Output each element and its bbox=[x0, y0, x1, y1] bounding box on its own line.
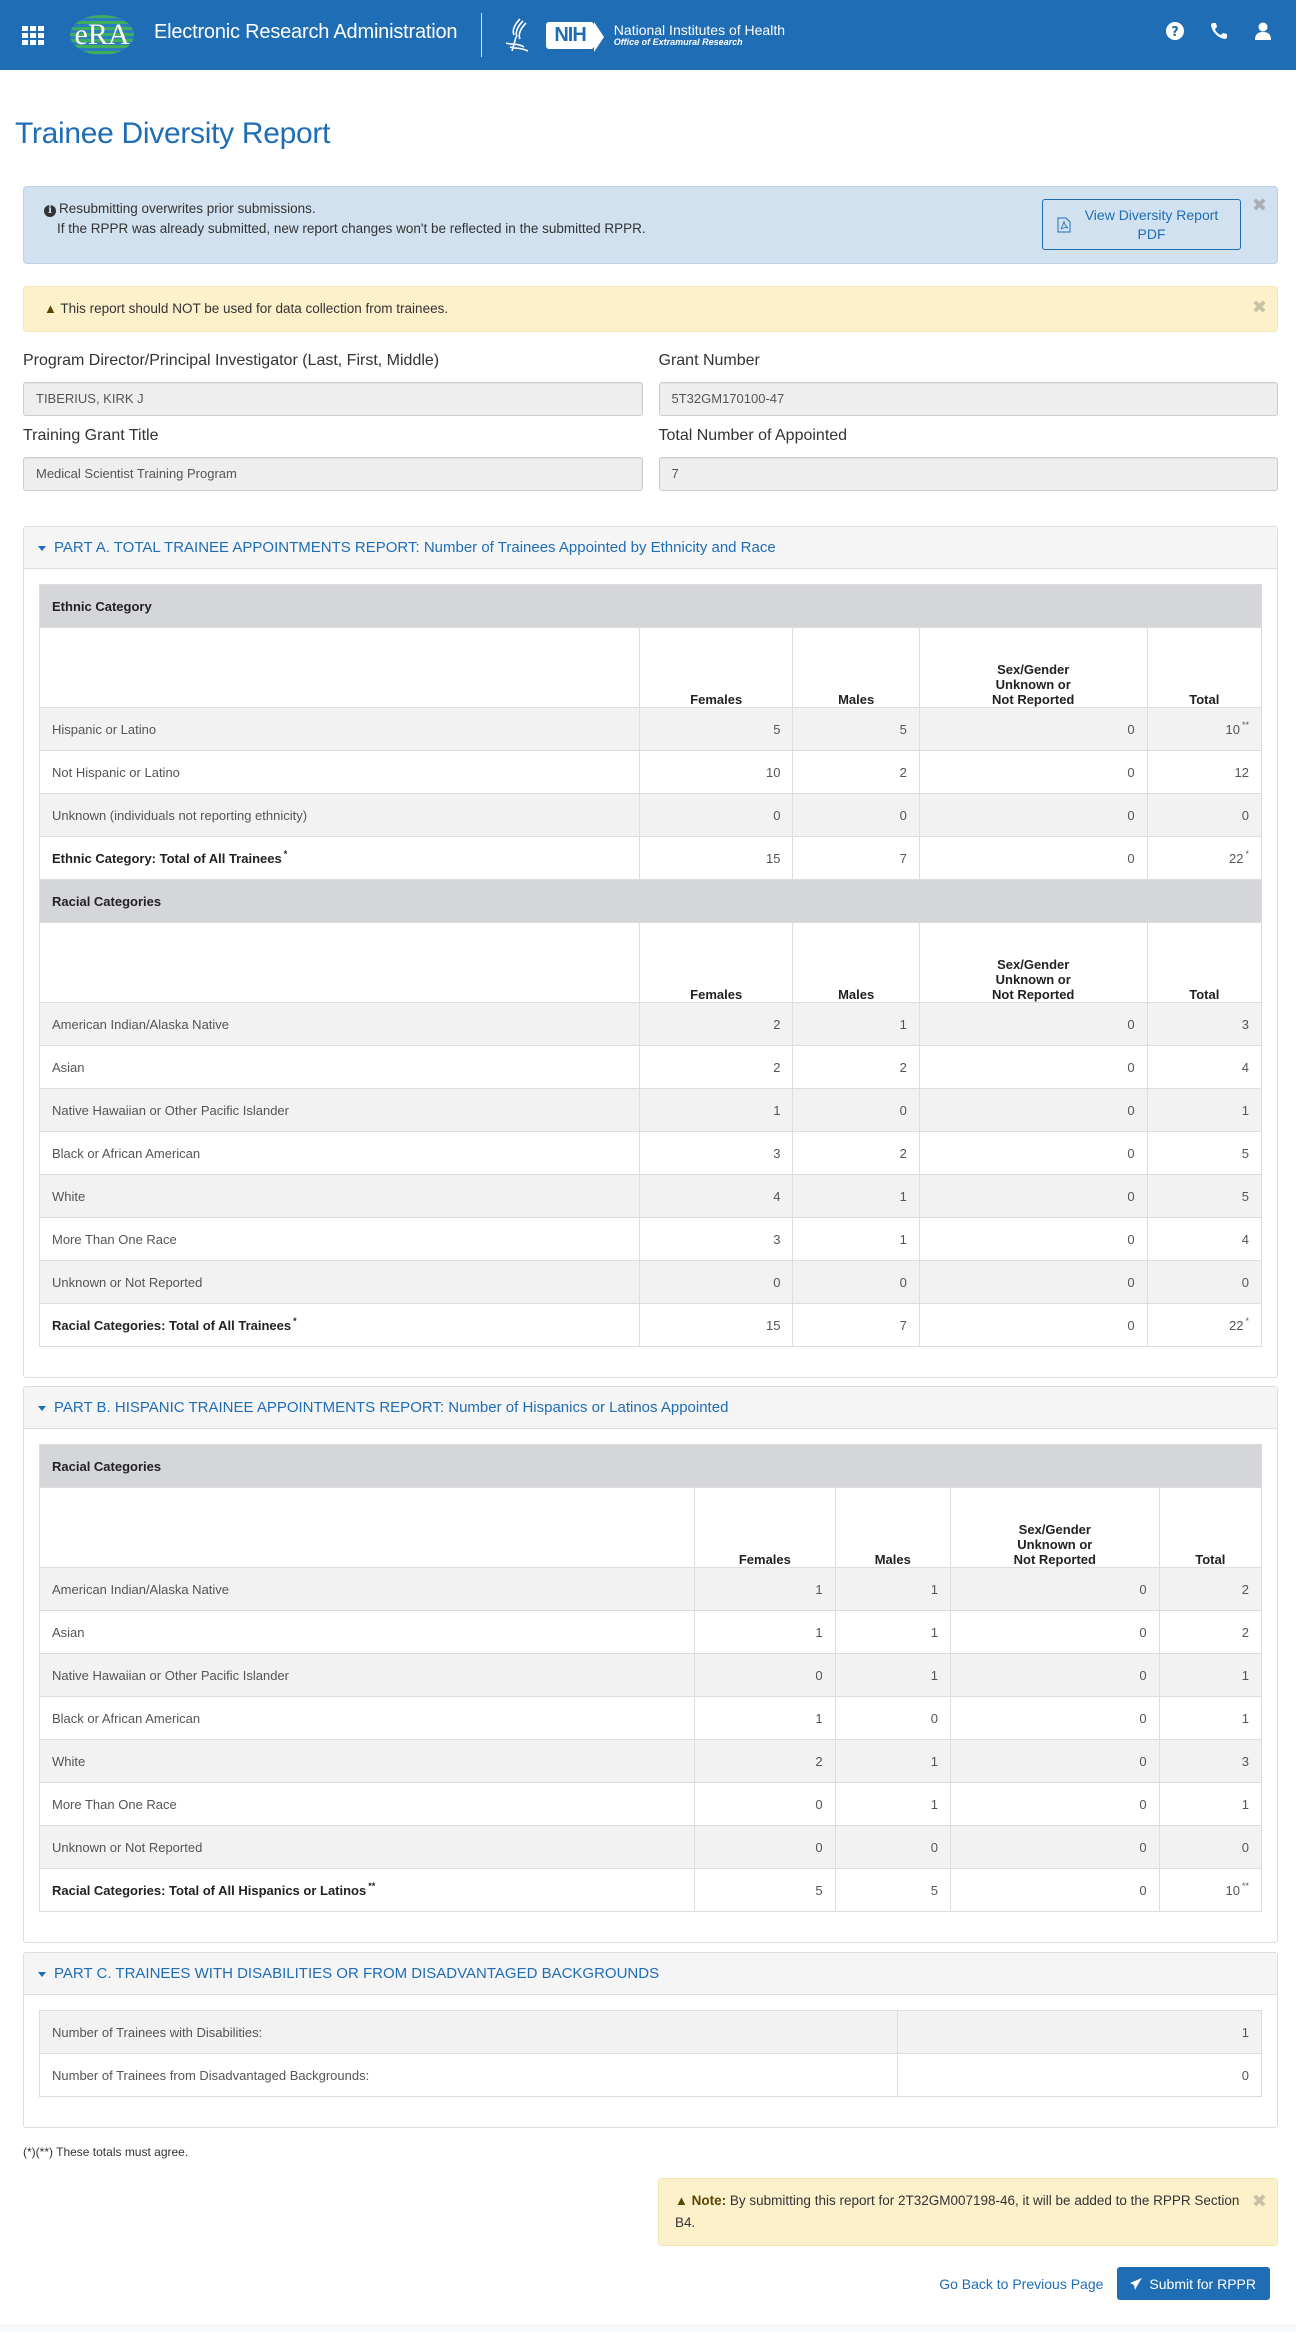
grant-title-field: Medical Scientist Training Program bbox=[23, 457, 643, 491]
part-a-toggle[interactable] bbox=[24, 527, 1277, 569]
row-label: Number of Trainees with Disabilities: bbox=[40, 2011, 898, 2054]
total-cell bbox=[1147, 708, 1261, 751]
page-footer-bar bbox=[0, 2324, 1296, 2332]
row-label: Hispanic or Latino bbox=[40, 708, 640, 751]
total-cell bbox=[1159, 1783, 1261, 1826]
close-icon[interactable]: ✖ bbox=[1251, 195, 1267, 215]
part-b-title: PART B. HISPANIC TRAINEE APPOINTMENTS REPORT: Number of Hispanics or Latinos Appointed bbox=[54, 1399, 729, 1416]
table-row bbox=[40, 1611, 1262, 1654]
part-c-table bbox=[39, 2010, 1262, 2097]
column-header-blank bbox=[40, 923, 640, 1003]
total-cell bbox=[1147, 1218, 1261, 1261]
unknown-cell: 0 bbox=[950, 1826, 1159, 1869]
total-row bbox=[40, 1869, 1262, 1912]
section-header: Racial Categories bbox=[40, 880, 1262, 923]
nih-subtitle-text: Office of Extramural Research bbox=[613, 36, 743, 47]
unknown-cell: 0 bbox=[919, 1218, 1147, 1261]
total-value: 22 bbox=[1229, 1317, 1244, 1333]
total-cell bbox=[1159, 1568, 1261, 1611]
unknown-cell: 0 bbox=[950, 1654, 1159, 1697]
label-mark: ** bbox=[368, 1881, 376, 1892]
unknown-cell: 0 bbox=[919, 1046, 1147, 1089]
unknown-cell: 0 bbox=[950, 1697, 1159, 1740]
unknown-header-l3: Not Reported bbox=[992, 692, 1075, 707]
total-row-label bbox=[40, 1304, 640, 1347]
note-text: By submitting this report for 2T32GM007198-46, it will be added to the RPPR Section B4. bbox=[675, 2193, 1240, 2230]
total-mark: ** bbox=[1241, 1881, 1249, 1892]
page-title: Trainee Diversity Report bbox=[15, 117, 331, 150]
unknown-header-l1: Sex/Gender bbox=[997, 662, 1070, 677]
pdf-file-icon bbox=[1057, 217, 1071, 233]
total-cell bbox=[1159, 1697, 1261, 1740]
section-header: Racial Categories bbox=[40, 1445, 1262, 1488]
males-cell: 0 bbox=[793, 794, 919, 837]
pd-label: Program Director/Principal Investigator (Last, First, Middle) bbox=[23, 352, 440, 369]
total-cell bbox=[1147, 1304, 1261, 1347]
females-cell: 0 bbox=[695, 1826, 835, 1869]
section-header-row bbox=[40, 1445, 1262, 1488]
males-cell: 1 bbox=[835, 1740, 950, 1783]
grant-number-field: 5T32GM170100-47 bbox=[659, 382, 1279, 416]
nih-logo: NIH bbox=[546, 22, 593, 49]
part-b-panel bbox=[23, 1386, 1278, 1943]
unknown-cell: 0 bbox=[919, 1261, 1147, 1304]
unknown-header-l2: Unknown or bbox=[1017, 1537, 1093, 1552]
row-label: Unknown (individuals not reporting ethnicity) bbox=[40, 794, 640, 837]
males-cell: 1 bbox=[793, 1003, 919, 1046]
section-header-row bbox=[40, 585, 1262, 628]
total-cell bbox=[1147, 751, 1261, 794]
nih-title-text: National Institutes of Health bbox=[613, 21, 786, 38]
table-row bbox=[40, 2054, 1262, 2097]
total-cell bbox=[1159, 1869, 1261, 1912]
view-pdf-label: View Diversity Report PDF bbox=[1084, 207, 1219, 242]
pd-field: TIBERIUS, KIRK J bbox=[23, 382, 643, 416]
row-label: Unknown or Not Reported bbox=[40, 1826, 695, 1869]
top-navbar bbox=[0, 0, 1296, 70]
column-header-females: Females bbox=[695, 1488, 835, 1568]
table-row bbox=[40, 794, 1262, 837]
total-value: 1 bbox=[1241, 1710, 1249, 1726]
row-label: White bbox=[40, 1740, 695, 1783]
table-row bbox=[40, 2011, 1262, 2054]
paper-plane-icon bbox=[1129, 2277, 1143, 2291]
info-alert-line2: If the RPPR was already submitted, new report changes won't be reflected in the submitted RPPR. bbox=[57, 221, 646, 236]
caret-down-icon bbox=[38, 1406, 46, 1411]
apps-grid-icon[interactable] bbox=[22, 26, 44, 44]
total-value: 5 bbox=[1241, 1145, 1249, 1161]
submit-label: Submit for RPPR bbox=[1149, 2275, 1256, 2292]
unknown-cell: 0 bbox=[919, 1132, 1147, 1175]
header-divider bbox=[481, 13, 482, 57]
row-label: More Than One Race bbox=[40, 1218, 640, 1261]
row-label: Native Hawaiian or Other Pacific Islander bbox=[40, 1654, 695, 1697]
unknown-cell: 0 bbox=[950, 1783, 1159, 1826]
males-cell: 1 bbox=[835, 1568, 950, 1611]
label-mark: * bbox=[283, 849, 288, 860]
unknown-header-l2: Unknown or bbox=[995, 972, 1071, 987]
males-cell: 7 bbox=[793, 837, 919, 880]
females-cell: 5 bbox=[639, 708, 793, 751]
table-row bbox=[40, 1568, 1262, 1611]
total-appointed-field: 7 bbox=[659, 457, 1279, 491]
totals-footnote: (*)(**) These totals must agree. bbox=[23, 2145, 189, 2159]
info-alert-line1: Resubmitting overwrites prior submissions. bbox=[59, 201, 316, 216]
females-cell: 1 bbox=[639, 1089, 793, 1132]
total-value: 3 bbox=[1241, 1016, 1249, 1032]
row-label: American Indian/Alaska Native bbox=[40, 1003, 640, 1046]
males-cell: 0 bbox=[835, 1826, 950, 1869]
total-value: 2 bbox=[1241, 1581, 1249, 1597]
row-label: Asian bbox=[40, 1611, 695, 1654]
row-value: 0 bbox=[897, 2054, 1261, 2097]
part-c-title: PART C. TRAINEES WITH DISABILITIES OR FROM DISADVANTAGED BACKGROUNDS bbox=[54, 1965, 660, 1982]
part-a-title: PART A. TOTAL TRAINEE APPOINTMENTS REPORT: Number of Trainees Appointed by Ethnicity and Race bbox=[54, 539, 776, 556]
column-header-total: Total bbox=[1147, 628, 1261, 708]
go-back-link[interactable]: Go Back to Previous Page bbox=[939, 2275, 1104, 2292]
view-pdf-button[interactable] bbox=[1042, 199, 1241, 250]
unknown-header-l1: Sex/Gender bbox=[1018, 1522, 1091, 1537]
table-row bbox=[40, 1697, 1262, 1740]
table-row bbox=[40, 1132, 1262, 1175]
total-mark: ** bbox=[1241, 720, 1249, 731]
column-header-row bbox=[40, 1488, 1262, 1568]
table-row bbox=[40, 708, 1262, 751]
row-label: Not Hispanic or Latino bbox=[40, 751, 640, 794]
unknown-cell: 0 bbox=[950, 1611, 1159, 1654]
males-cell: 1 bbox=[835, 1654, 950, 1697]
info-icon: i bbox=[44, 205, 56, 217]
part-a-table bbox=[39, 584, 1262, 1347]
total-cell bbox=[1147, 1132, 1261, 1175]
table-row bbox=[40, 1046, 1262, 1089]
males-cell: 2 bbox=[793, 1132, 919, 1175]
warning-icon: ▲ bbox=[44, 301, 57, 316]
unknown-cell: 0 bbox=[950, 1869, 1159, 1912]
total-value: 1 bbox=[1241, 1667, 1249, 1683]
action-bar bbox=[939, 2267, 1270, 2300]
submit-for-rppr-button[interactable] bbox=[1117, 2267, 1270, 2300]
males-cell: 0 bbox=[793, 1261, 919, 1304]
part-b-table bbox=[39, 1444, 1262, 1912]
section-header: Ethnic Category bbox=[40, 585, 1262, 628]
table-row bbox=[40, 1654, 1262, 1697]
unknown-header-l3: Not Reported bbox=[1013, 1552, 1096, 1567]
column-header-unknown bbox=[919, 923, 1147, 1003]
phone-icon[interactable] bbox=[1208, 20, 1230, 42]
caret-down-icon bbox=[38, 1972, 46, 1977]
row-label: American Indian/Alaska Native bbox=[40, 1568, 695, 1611]
column-header-total: Total bbox=[1147, 923, 1261, 1003]
total-appointed-label: Total Number of Appointed bbox=[658, 427, 848, 444]
column-header-males: Males bbox=[793, 923, 919, 1003]
row-label: White bbox=[40, 1175, 640, 1218]
females-cell: 2 bbox=[695, 1740, 835, 1783]
row-label: Asian bbox=[40, 1046, 640, 1089]
svg-text:?: ? bbox=[1171, 25, 1179, 40]
total-value: 1 bbox=[1241, 1796, 1249, 1812]
app-title: Electronic Research Administration bbox=[154, 20, 458, 43]
row-label: Black or African American bbox=[40, 1697, 695, 1740]
total-cell bbox=[1159, 1826, 1261, 1869]
unknown-cell: 0 bbox=[950, 1568, 1159, 1611]
total-value: 5 bbox=[1241, 1188, 1249, 1204]
form-row bbox=[23, 352, 1278, 416]
total-label-text: Ethnic Category: Total of All Trainees bbox=[52, 850, 282, 866]
column-header-males: Males bbox=[835, 1488, 950, 1568]
females-cell: 0 bbox=[639, 1261, 793, 1304]
females-cell: 10 bbox=[639, 751, 793, 794]
females-cell: 15 bbox=[639, 837, 793, 880]
warning-text: This report should NOT be used for data collection from trainees. bbox=[60, 301, 449, 316]
total-cell bbox=[1147, 1261, 1261, 1304]
column-header-males: Males bbox=[793, 628, 919, 708]
column-header-blank bbox=[40, 628, 640, 708]
table-row bbox=[40, 1175, 1262, 1218]
males-cell: 2 bbox=[793, 1046, 919, 1089]
total-mark: * bbox=[1245, 1316, 1249, 1327]
row-label: Native Hawaiian or Other Pacific Islander bbox=[40, 1089, 640, 1132]
males-cell: 1 bbox=[793, 1175, 919, 1218]
males-cell: 1 bbox=[793, 1218, 919, 1261]
close-icon[interactable]: ✖ bbox=[1251, 2191, 1267, 2211]
note-label: Note: bbox=[691, 2193, 727, 2208]
column-header-blank bbox=[40, 1488, 695, 1568]
total-cell bbox=[1147, 1175, 1261, 1218]
total-row-label bbox=[40, 837, 640, 880]
unknown-cell: 0 bbox=[919, 837, 1147, 880]
females-cell: 1 bbox=[695, 1568, 835, 1611]
column-header-row bbox=[40, 923, 1262, 1003]
total-value: 4 bbox=[1241, 1059, 1249, 1075]
column-header-row bbox=[40, 628, 1262, 708]
males-cell: 5 bbox=[793, 708, 919, 751]
females-cell: 3 bbox=[639, 1218, 793, 1261]
row-label: More Than One Race bbox=[40, 1783, 695, 1826]
males-cell: 1 bbox=[835, 1611, 950, 1654]
close-icon[interactable]: ✖ bbox=[1251, 297, 1267, 317]
females-cell: 3 bbox=[639, 1132, 793, 1175]
total-cell bbox=[1159, 1654, 1261, 1697]
unknown-cell: 0 bbox=[950, 1740, 1159, 1783]
total-label-text: Racial Categories: Total of All Trainees bbox=[52, 1317, 292, 1333]
era-logo[interactable] bbox=[70, 15, 134, 55]
males-cell: 2 bbox=[793, 751, 919, 794]
unknown-cell: 0 bbox=[919, 751, 1147, 794]
column-header-total: Total bbox=[1159, 1488, 1261, 1568]
total-row bbox=[40, 837, 1262, 880]
row-label: Unknown or Not Reported bbox=[40, 1261, 640, 1304]
hhs-eagle-icon bbox=[502, 17, 532, 53]
user-icon[interactable] bbox=[1252, 20, 1274, 42]
help-icon[interactable] bbox=[1164, 20, 1186, 42]
total-value: 4 bbox=[1241, 1231, 1249, 1247]
males-cell: 5 bbox=[835, 1869, 950, 1912]
total-cell bbox=[1147, 1089, 1261, 1132]
grant-number-label: Grant Number bbox=[658, 352, 760, 369]
table-row bbox=[40, 1261, 1262, 1304]
grant-title-label: Training Grant Title bbox=[23, 427, 159, 444]
unknown-cell: 0 bbox=[919, 708, 1147, 751]
form-row bbox=[23, 427, 1278, 491]
section-header-row bbox=[40, 880, 1262, 923]
females-cell: 1 bbox=[695, 1697, 835, 1740]
warning-icon: ▲ bbox=[675, 2193, 688, 2208]
table-row bbox=[40, 1003, 1262, 1046]
total-row-label bbox=[40, 1869, 695, 1912]
column-header-females: Females bbox=[639, 628, 793, 708]
total-mark: * bbox=[1245, 849, 1249, 860]
total-cell bbox=[1159, 1611, 1261, 1654]
males-cell: 0 bbox=[835, 1697, 950, 1740]
total-value: 1 bbox=[1241, 1102, 1249, 1118]
era-logo-text: eRA bbox=[74, 18, 130, 51]
row-value: 1 bbox=[897, 2011, 1261, 2054]
total-value: 10 bbox=[1225, 721, 1240, 737]
unknown-header-l1: Sex/Gender bbox=[997, 957, 1070, 972]
males-cell: 0 bbox=[793, 1089, 919, 1132]
females-cell: 4 bbox=[639, 1175, 793, 1218]
females-cell: 0 bbox=[695, 1654, 835, 1697]
total-value: 0 bbox=[1241, 1839, 1249, 1855]
total-value: 3 bbox=[1241, 1753, 1249, 1769]
table-row bbox=[40, 751, 1262, 794]
unknown-header-l3: Not Reported bbox=[992, 987, 1075, 1002]
females-cell: 5 bbox=[695, 1869, 835, 1912]
row-label: Number of Trainees from Disadvantaged Backgrounds: bbox=[40, 2054, 898, 2097]
females-cell: 2 bbox=[639, 1046, 793, 1089]
males-cell: 7 bbox=[793, 1304, 919, 1347]
females-cell: 15 bbox=[639, 1304, 793, 1347]
females-cell: 0 bbox=[639, 794, 793, 837]
info-alert bbox=[23, 186, 1278, 264]
table-row bbox=[40, 1826, 1262, 1869]
table-row bbox=[40, 1783, 1262, 1826]
part-c-panel bbox=[23, 1952, 1278, 2128]
total-value: 0 bbox=[1241, 807, 1249, 823]
females-cell: 2 bbox=[639, 1003, 793, 1046]
unknown-cell: 0 bbox=[919, 1304, 1147, 1347]
total-cell bbox=[1159, 1740, 1261, 1783]
part-a-panel bbox=[23, 526, 1278, 1378]
part-b-toggle[interactable] bbox=[24, 1387, 1277, 1429]
warning-alert bbox=[23, 286, 1278, 332]
row-label: Black or African American bbox=[40, 1132, 640, 1175]
unknown-header-l2: Unknown or bbox=[995, 677, 1071, 692]
part-c-toggle[interactable] bbox=[24, 1953, 1277, 1995]
males-cell: 1 bbox=[835, 1783, 950, 1826]
total-cell bbox=[1147, 837, 1261, 880]
column-header-unknown bbox=[919, 628, 1147, 708]
total-cell bbox=[1147, 1003, 1261, 1046]
total-cell bbox=[1147, 1046, 1261, 1089]
table-row bbox=[40, 1218, 1262, 1261]
table-row bbox=[40, 1740, 1262, 1783]
nih-title bbox=[614, 23, 785, 47]
caret-down-icon bbox=[38, 546, 46, 551]
unknown-cell: 0 bbox=[919, 794, 1147, 837]
table-row bbox=[40, 1089, 1262, 1132]
unknown-cell: 0 bbox=[919, 1089, 1147, 1132]
unknown-cell: 0 bbox=[919, 1003, 1147, 1046]
females-cell: 1 bbox=[695, 1611, 835, 1654]
column-header-females: Females bbox=[639, 923, 793, 1003]
label-mark: * bbox=[293, 1316, 297, 1327]
total-value: 22 bbox=[1229, 850, 1244, 866]
total-label-text: Racial Categories: Total of All Hispanics or Latinos bbox=[52, 1882, 367, 1898]
total-row bbox=[40, 1304, 1262, 1347]
total-value: 0 bbox=[1241, 1274, 1249, 1290]
females-cell: 0 bbox=[695, 1783, 835, 1826]
note-alert bbox=[658, 2178, 1278, 2246]
total-value: 12 bbox=[1234, 764, 1249, 780]
unknown-cell: 0 bbox=[919, 1175, 1147, 1218]
total-value: 2 bbox=[1241, 1624, 1249, 1640]
column-header-unknown bbox=[950, 1488, 1159, 1568]
total-value: 10 bbox=[1225, 1882, 1240, 1898]
total-cell bbox=[1147, 794, 1261, 837]
